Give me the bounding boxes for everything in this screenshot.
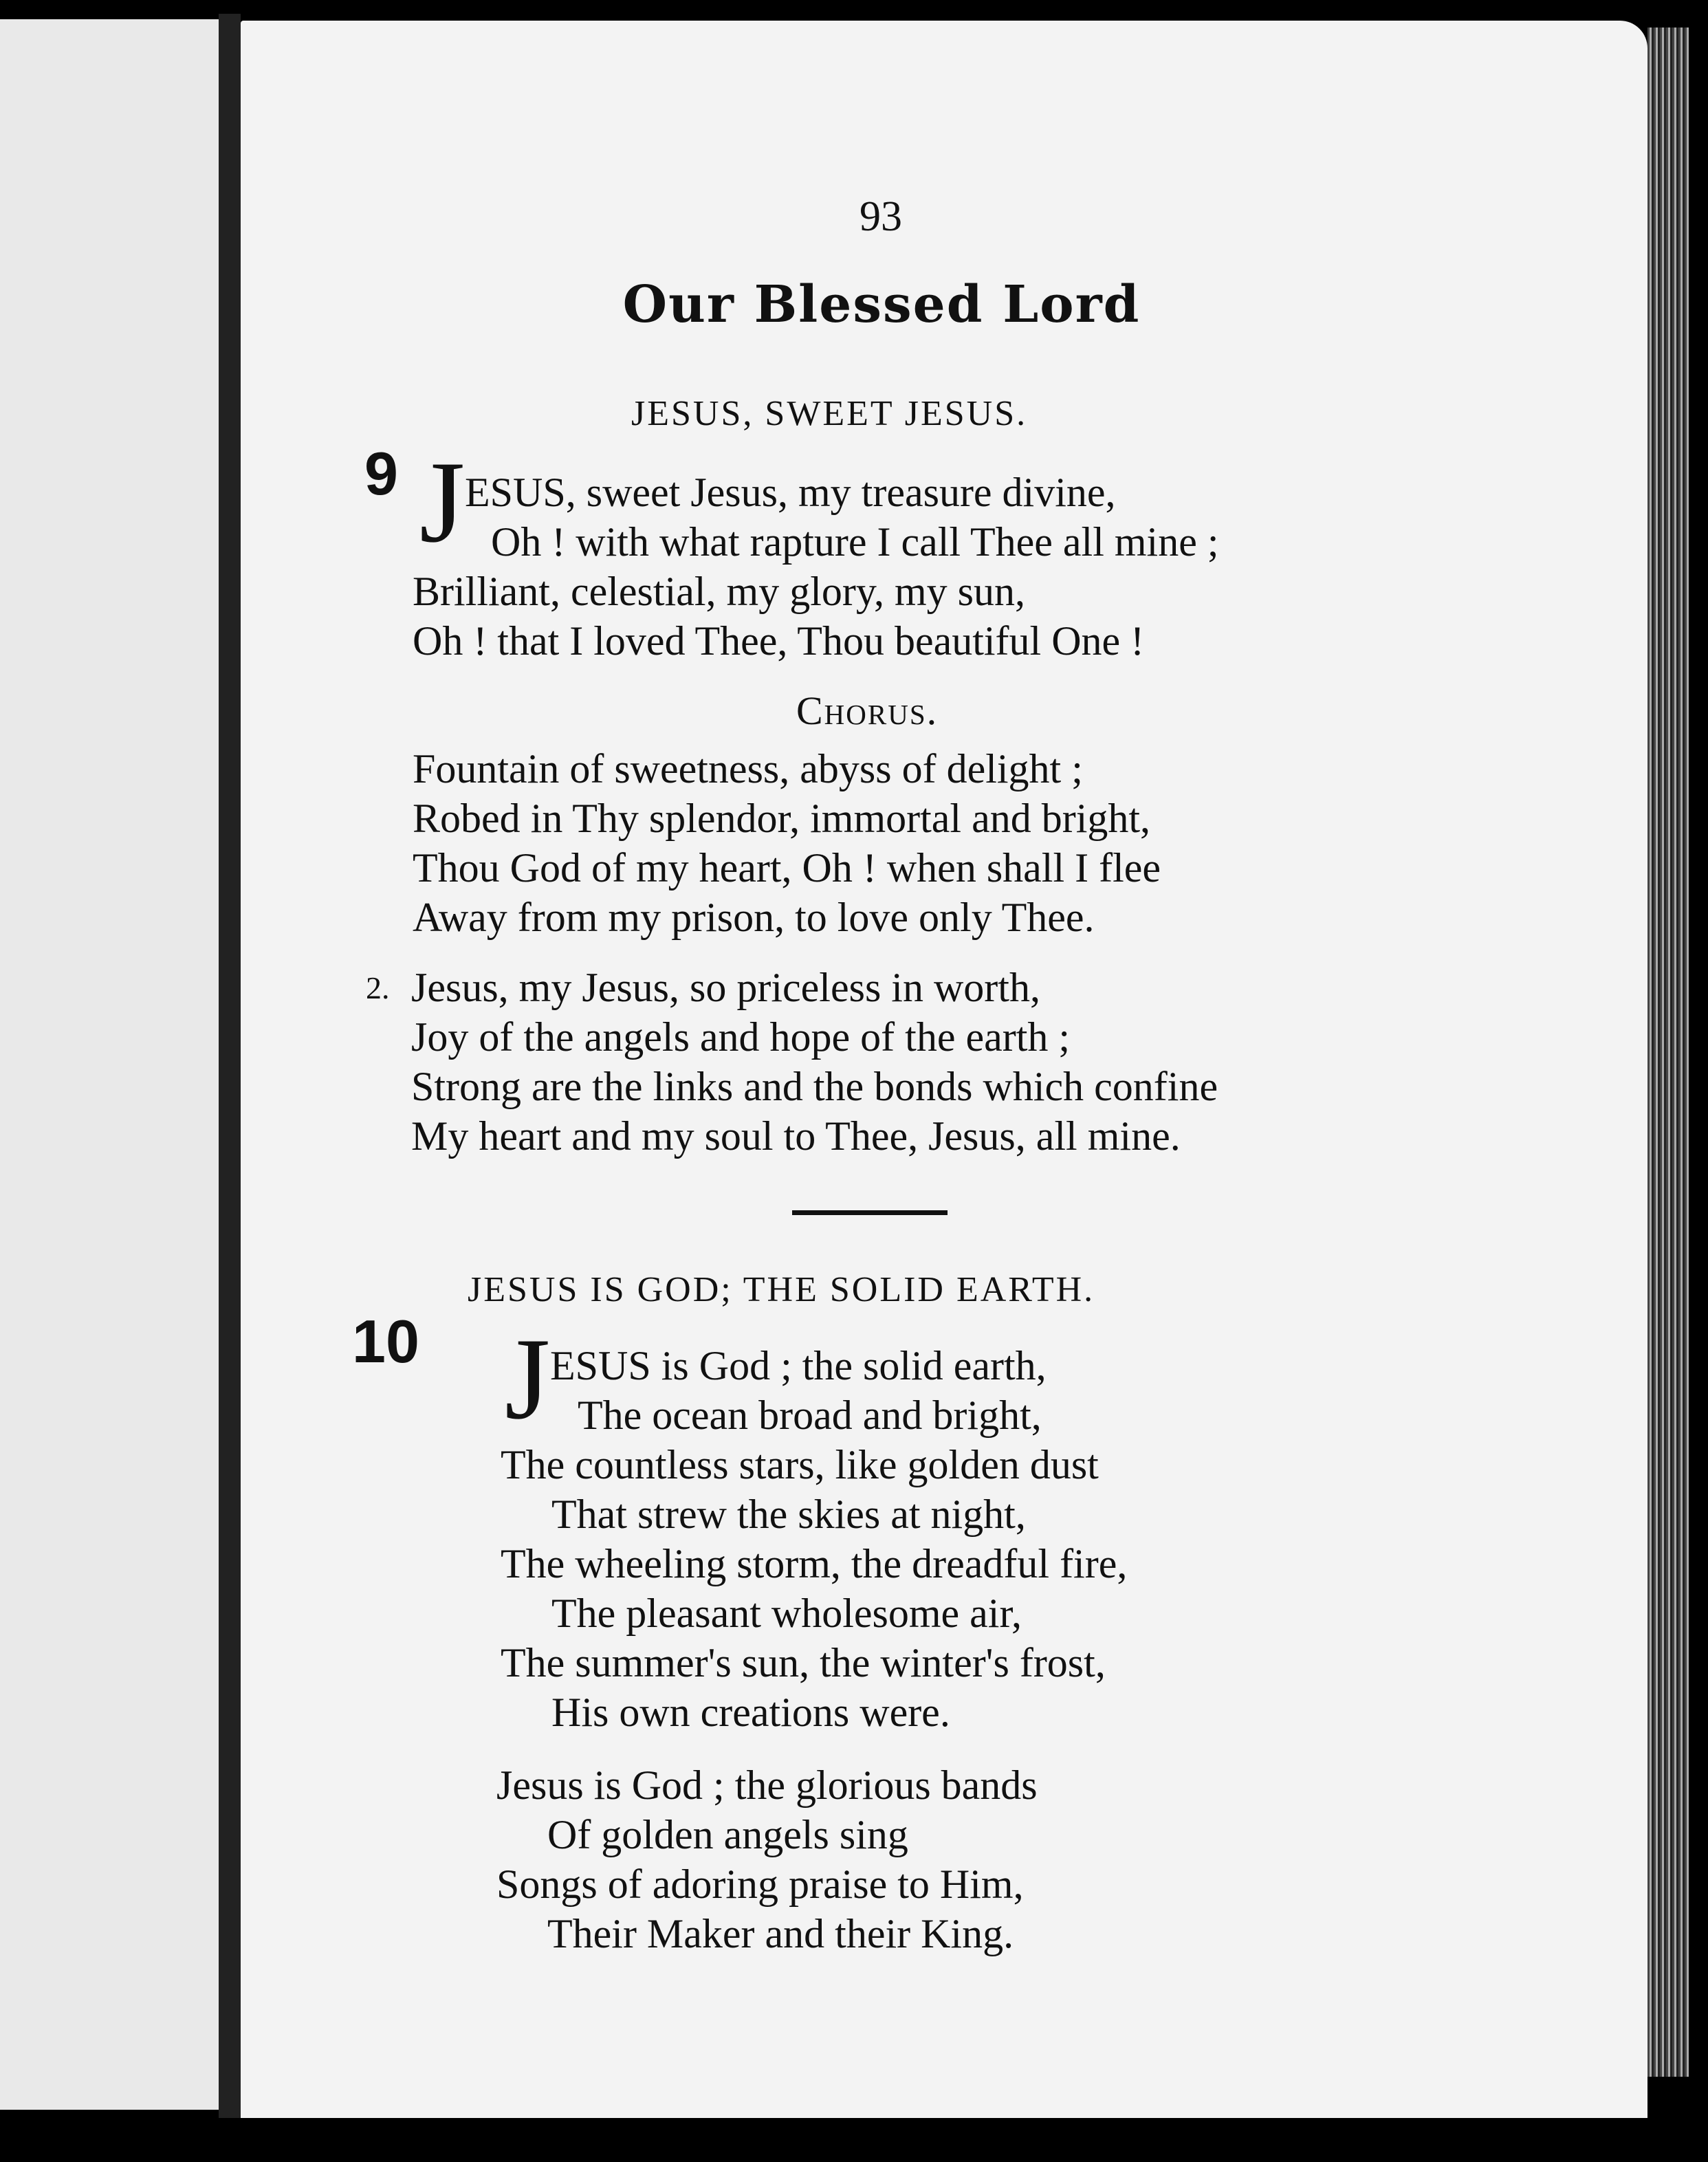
verse-line: That strew the skies at night, xyxy=(551,1492,1026,1537)
hymn-9-title: JESUS, SWEET JESUS. xyxy=(631,394,1028,433)
verse-2-number: 2. xyxy=(366,970,390,1005)
page-edges xyxy=(1647,28,1689,2077)
verse-line: Oh ! with what rapture I call Thee all mine ; xyxy=(491,519,1219,565)
chorus-line: Robed in Thy splendor, immortal and bright, xyxy=(413,796,1151,841)
hymn-9-chorus xyxy=(413,744,1161,942)
verse-line: The pleasant wholesome air, xyxy=(551,1591,1022,1636)
hymn-9-number: 9 xyxy=(364,439,398,507)
verse-line: Oh ! that I loved Thee, Thou beautiful One ! xyxy=(413,618,1145,664)
page-number: 93 xyxy=(860,193,902,240)
verse-line: Brilliant, celestial, my glory, my sun, xyxy=(413,569,1025,614)
section-title: Our Blessed Lord xyxy=(622,275,1141,334)
verse-line: ESUS is God ; the solid earth, xyxy=(550,1343,1047,1388)
verse-line: The summer's sun, the winter's frost, xyxy=(501,1640,1106,1685)
hymn-9-verse-1-rest xyxy=(413,567,1144,666)
chorus-line: Thou God of my heart, Oh ! when shall I flee xyxy=(413,845,1161,891)
hymn-10-dropcap: J xyxy=(505,1314,551,1443)
verse-line: The countless stars, like golden dust xyxy=(501,1442,1099,1487)
verse-line: Of golden angels sing xyxy=(547,1812,908,1857)
verse-line: The ocean broad and bright, xyxy=(578,1393,1042,1438)
verse-line: My heart and my soul to Thee, Jesus, all mine. xyxy=(411,1113,1181,1159)
hymn-10-number: 10 xyxy=(352,1307,419,1375)
section-divider xyxy=(792,1210,948,1215)
hymn-9-verse-1-opening xyxy=(465,468,1219,567)
hymn-10-verse-1-opening xyxy=(550,1341,1047,1440)
chorus-line: Fountain of sweetness, abyss of delight ; xyxy=(413,746,1083,791)
verse-line: ESUS, sweet Jesus, my treasure divine, xyxy=(465,470,1116,515)
verse-line: Their Maker and their King. xyxy=(547,1911,1014,1956)
verse-line: The wheeling storm, the dreadful fire, xyxy=(501,1541,1128,1586)
chorus-label: Chorus. xyxy=(796,688,939,733)
hymn-9-dropcap: J xyxy=(419,437,466,567)
hymn-9-verse-2 xyxy=(411,963,1218,1161)
verse-line: His own creations were. xyxy=(551,1690,950,1735)
verse-line: Jesus is God ; the glorious bands xyxy=(496,1762,1038,1808)
verse-line: Jesus, my Jesus, so priceless in worth, xyxy=(411,965,1040,1010)
hymn-10-title: JESUS IS GOD; THE SOLID EARTH. xyxy=(468,1270,1095,1309)
hymn-10-verse-1-rest xyxy=(501,1440,1127,1737)
verse-line: Songs of adoring praise to Him, xyxy=(496,1861,1024,1907)
chorus-line: Away from my prison, to love only Thee. xyxy=(413,895,1095,940)
verse-line: Joy of the angels and hope of the earth ; xyxy=(411,1014,1071,1060)
verse-line: Strong are the links and the bonds which confine xyxy=(411,1064,1218,1109)
hymn-10-verse-2 xyxy=(496,1760,1038,1958)
